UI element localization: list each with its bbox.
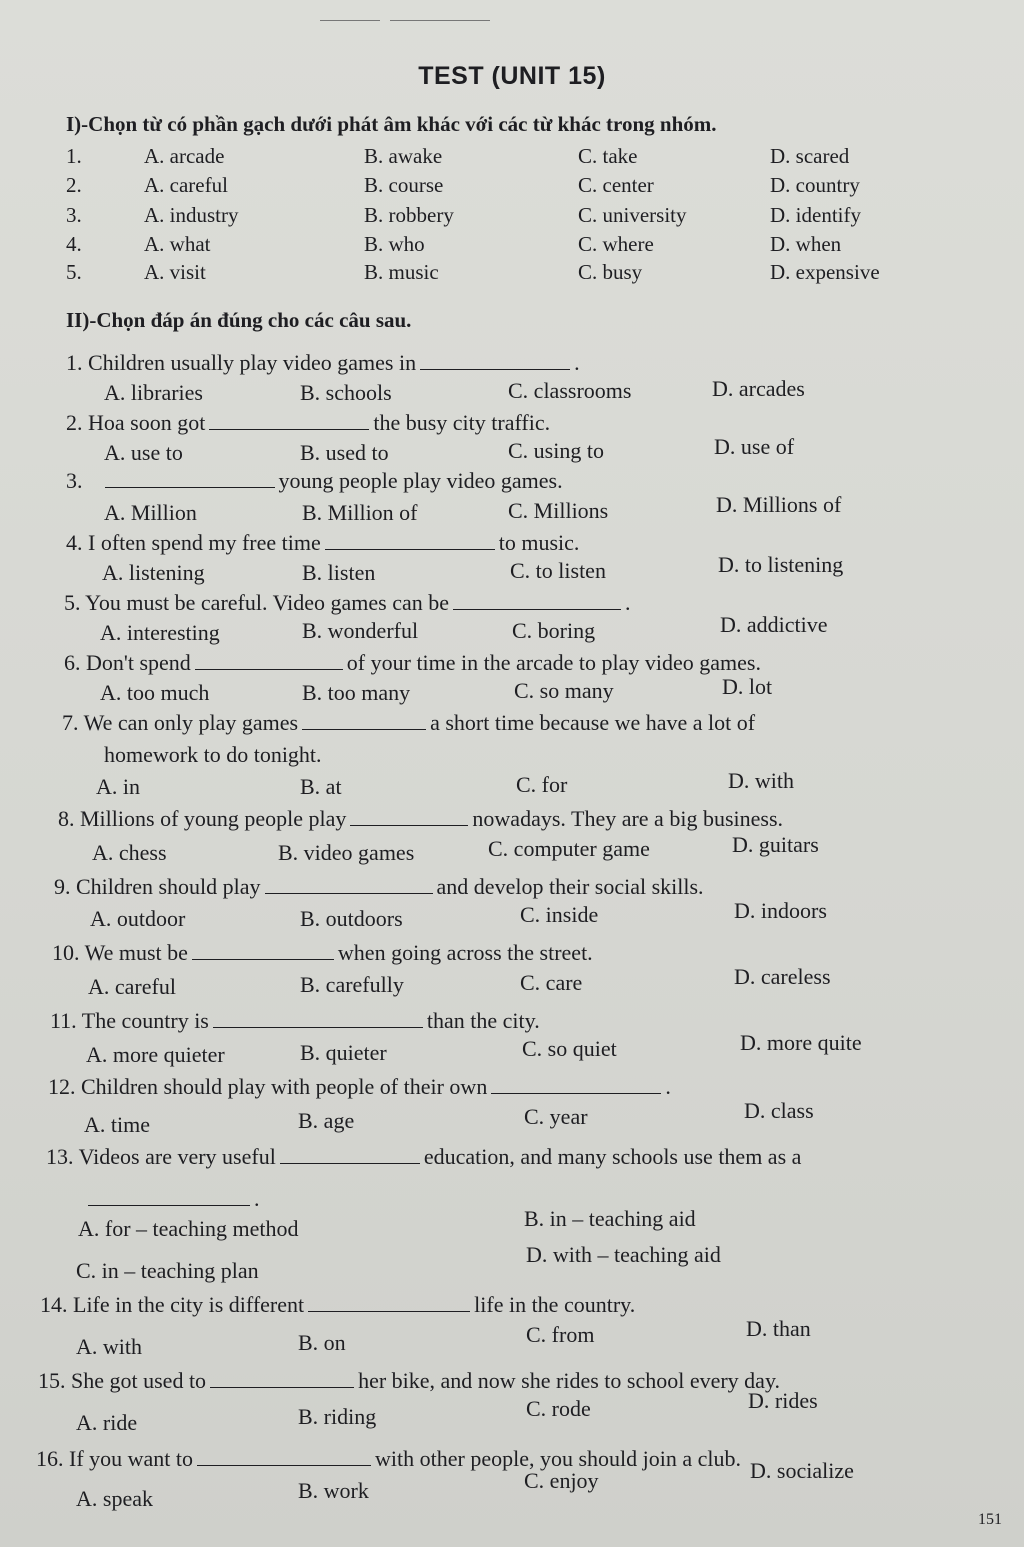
option-b: B. listen bbox=[302, 560, 376, 585]
option-b: B. robbery bbox=[364, 203, 454, 227]
option-b: B. outdoors bbox=[300, 906, 403, 931]
question-text: 3. bbox=[66, 468, 83, 493]
answer-blank bbox=[453, 591, 621, 610]
option-d: D. Millions of bbox=[716, 492, 842, 517]
option-c: C. where bbox=[578, 232, 654, 256]
question-15 bbox=[38, 1368, 780, 1394]
question-text: 13. Videos are very useful bbox=[46, 1144, 276, 1169]
question-text: . bbox=[254, 1186, 260, 1211]
answer-blank bbox=[210, 1369, 354, 1388]
question-text: 6. Don't spend bbox=[64, 650, 191, 675]
option-b: B. course bbox=[364, 173, 444, 197]
option-d: D. identify bbox=[770, 203, 861, 227]
option-c: C. from bbox=[526, 1322, 595, 1347]
option-a: A. more quieter bbox=[86, 1042, 225, 1067]
question-text: when going across the street. bbox=[337, 940, 593, 965]
answer-blank bbox=[280, 1145, 420, 1164]
option-a: A. outdoor bbox=[90, 906, 186, 931]
question-text: 10. We must be bbox=[52, 940, 188, 965]
option-d: D. than bbox=[746, 1316, 811, 1341]
option-c: C. year bbox=[524, 1104, 588, 1129]
question-text: . bbox=[574, 350, 580, 375]
part1-row bbox=[66, 144, 966, 172]
option-c: C. using to bbox=[508, 438, 604, 463]
question-text: 2. Hoa soon got bbox=[66, 410, 206, 435]
option-a: A. visit bbox=[144, 260, 206, 284]
question-text: and develop their social skills. bbox=[436, 874, 704, 899]
option-d: D. to listening bbox=[718, 552, 844, 577]
option-c: C. inside bbox=[520, 902, 599, 927]
option-c: C. boring bbox=[512, 618, 596, 643]
question-6 bbox=[64, 650, 761, 676]
option-a: A. arcade bbox=[144, 144, 225, 168]
question-9 bbox=[54, 874, 704, 900]
option-d: D. with – teaching aid bbox=[526, 1242, 721, 1267]
answer-blank bbox=[308, 1293, 470, 1312]
answer-blank bbox=[197, 1447, 371, 1466]
option-d: D. when bbox=[770, 232, 842, 256]
option-b: B. on bbox=[298, 1330, 346, 1355]
option-a: A. with bbox=[76, 1334, 142, 1359]
option-d: D. country bbox=[770, 173, 860, 197]
option-d: D. scared bbox=[770, 144, 850, 168]
question-text: . bbox=[665, 1074, 671, 1099]
option-c: C. busy bbox=[578, 260, 643, 284]
option-c: C. rode bbox=[526, 1396, 591, 1421]
question-3 bbox=[66, 468, 563, 494]
answer-blank bbox=[302, 711, 426, 730]
option-c: C. computer game bbox=[488, 836, 650, 861]
option-b: B. awake bbox=[364, 144, 443, 168]
row-number: 4. bbox=[66, 232, 82, 256]
part1-row bbox=[66, 232, 966, 260]
question-text: education, and many schools use them as a bbox=[423, 1144, 802, 1169]
question-14 bbox=[40, 1292, 635, 1318]
option-b: B. who bbox=[364, 232, 425, 256]
question-text: her bike, and now she rides to school every day. bbox=[358, 1368, 781, 1393]
row-number: 1. bbox=[66, 144, 82, 168]
option-a: A. listening bbox=[102, 560, 205, 585]
question-13-continued bbox=[88, 1186, 260, 1212]
option-d: D. guitars bbox=[732, 832, 819, 857]
option-a: A. for – teaching method bbox=[78, 1216, 299, 1241]
question-4 bbox=[66, 530, 579, 556]
option-a: A. careful bbox=[88, 974, 176, 999]
question-text: 1. Children usually play video games in bbox=[66, 350, 417, 375]
question-text: 8. Millions of young people play bbox=[58, 806, 347, 831]
answer-blank bbox=[491, 1075, 661, 1094]
option-c: C. so many bbox=[514, 678, 614, 703]
question-11 bbox=[50, 1008, 540, 1034]
question-text: . bbox=[625, 590, 631, 615]
question-13 bbox=[46, 1144, 801, 1170]
question-5 bbox=[64, 590, 631, 616]
part1-row bbox=[66, 260, 966, 288]
question-text: a short time because we have a lot of bbox=[430, 710, 756, 735]
question-7 bbox=[62, 710, 755, 736]
option-b: B. used to bbox=[300, 440, 389, 465]
part1-row bbox=[66, 203, 966, 231]
option-a: A. use to bbox=[104, 440, 183, 465]
option-d: D. indoors bbox=[734, 898, 827, 923]
question-text: 14. Life in the city is different bbox=[40, 1292, 305, 1317]
option-c: C. enjoy bbox=[524, 1468, 599, 1493]
option-b: B. carefully bbox=[300, 972, 404, 997]
part2-heading: II)-Chọn đáp án đúng cho các câu sau. bbox=[66, 308, 412, 332]
option-d: D. expensive bbox=[770, 260, 880, 284]
answer-blank bbox=[420, 351, 570, 370]
question-text: life in the country. bbox=[474, 1292, 636, 1317]
option-c: C. Millions bbox=[508, 498, 609, 523]
option-d: D. rides bbox=[748, 1388, 818, 1413]
option-a: A. too much bbox=[100, 680, 210, 705]
question-text: of your time in the arcade to play video games. bbox=[346, 650, 761, 675]
answer-blank bbox=[325, 531, 495, 550]
option-a: A. chess bbox=[92, 840, 167, 865]
question-text: 15. She got used to bbox=[38, 1368, 207, 1393]
question-text: 12. Children should play with people of their own bbox=[48, 1074, 488, 1099]
option-c: C. so quiet bbox=[522, 1036, 617, 1061]
option-b: B. at bbox=[300, 774, 342, 799]
question-1 bbox=[66, 350, 580, 376]
option-c: C. center bbox=[578, 173, 654, 197]
option-c: C. for bbox=[516, 772, 568, 797]
option-c: C. care bbox=[520, 970, 583, 995]
option-a: A. ride bbox=[76, 1410, 138, 1435]
page-title: TEST (UNIT 15) bbox=[418, 62, 606, 90]
question-text: than the city. bbox=[426, 1008, 540, 1033]
option-a: A. interesting bbox=[100, 620, 220, 645]
option-d: D. lot bbox=[722, 674, 773, 699]
option-a: A. in bbox=[96, 774, 140, 799]
option-b: B. too many bbox=[302, 680, 411, 705]
option-a: A. what bbox=[144, 232, 211, 256]
option-b: B. wonderful bbox=[302, 618, 419, 643]
option-d: D. more quite bbox=[740, 1030, 862, 1055]
option-b: B. quieter bbox=[300, 1040, 387, 1065]
option-b: B. music bbox=[364, 260, 439, 284]
scratch-mark bbox=[390, 20, 490, 21]
question-text: 11. The country is bbox=[50, 1008, 209, 1033]
question-text: young people play video games. bbox=[278, 468, 563, 493]
option-c: C. to listen bbox=[510, 558, 606, 583]
row-number: 2. bbox=[66, 173, 82, 197]
option-a: A. Million bbox=[104, 500, 197, 525]
option-b: B. schools bbox=[300, 380, 392, 405]
question-text: with other people, you should join a club. bbox=[375, 1446, 742, 1471]
option-a: A. time bbox=[84, 1112, 150, 1137]
option-d: D. socialize bbox=[750, 1458, 854, 1483]
option-a: A. libraries bbox=[104, 380, 203, 405]
scratch-mark bbox=[320, 20, 380, 21]
answer-blank bbox=[350, 807, 468, 826]
part1-row bbox=[66, 173, 966, 201]
part1-heading: I)-Chọn từ có phần gạch dưới phát âm khác với các từ khác trong nhóm. bbox=[66, 112, 717, 136]
answer-blank bbox=[195, 651, 343, 670]
question-10 bbox=[52, 940, 593, 966]
question-text: nowadays. They are a big business. bbox=[472, 806, 783, 831]
option-c: C. in – teaching plan bbox=[76, 1258, 259, 1283]
option-a: A. speak bbox=[76, 1486, 153, 1511]
question-16 bbox=[36, 1446, 741, 1472]
option-a: A. industry bbox=[144, 203, 239, 227]
option-d: D. careless bbox=[734, 964, 831, 989]
question-text: 4. I often spend my free time bbox=[66, 530, 321, 555]
question-text: 5. You must be careful. Video games can be bbox=[64, 590, 450, 615]
option-d: D. arcades bbox=[712, 376, 805, 401]
answer-blank bbox=[213, 1009, 423, 1028]
question-text: the busy city traffic. bbox=[373, 410, 551, 435]
row-number: 3. bbox=[66, 203, 82, 227]
question-text: to music. bbox=[498, 530, 580, 555]
option-d: D. with bbox=[728, 768, 794, 793]
option-b: B. riding bbox=[298, 1404, 377, 1429]
option-b: B. work bbox=[298, 1478, 369, 1503]
option-a: A. careful bbox=[144, 173, 228, 197]
page-number: 151 bbox=[978, 1511, 1002, 1528]
option-c: C. classrooms bbox=[508, 378, 632, 403]
option-b: B. Million of bbox=[302, 500, 418, 525]
question-text: 16. If you want to bbox=[36, 1446, 194, 1471]
answer-blank bbox=[209, 411, 369, 430]
answer-blank bbox=[265, 875, 433, 894]
option-d: D. use of bbox=[714, 434, 795, 459]
question-text: 7. We can only play games bbox=[62, 710, 299, 735]
answer-blank bbox=[88, 1187, 250, 1206]
option-b: B. age bbox=[298, 1108, 355, 1133]
option-c: C. take bbox=[578, 144, 638, 168]
option-b: B. video games bbox=[278, 840, 415, 865]
answer-blank bbox=[192, 941, 334, 960]
question-12 bbox=[48, 1074, 671, 1100]
question-7-continued: homework to do tonight. bbox=[104, 742, 322, 767]
row-number: 5. bbox=[66, 260, 82, 284]
option-d: D. addictive bbox=[720, 612, 828, 637]
question-text: 9. Children should play bbox=[54, 874, 261, 899]
option-b: B. in – teaching aid bbox=[524, 1206, 696, 1231]
question-2 bbox=[66, 410, 550, 436]
option-c: C. university bbox=[578, 203, 687, 227]
option-d: D. class bbox=[744, 1098, 814, 1123]
question-8 bbox=[58, 806, 783, 832]
answer-blank bbox=[105, 469, 275, 488]
